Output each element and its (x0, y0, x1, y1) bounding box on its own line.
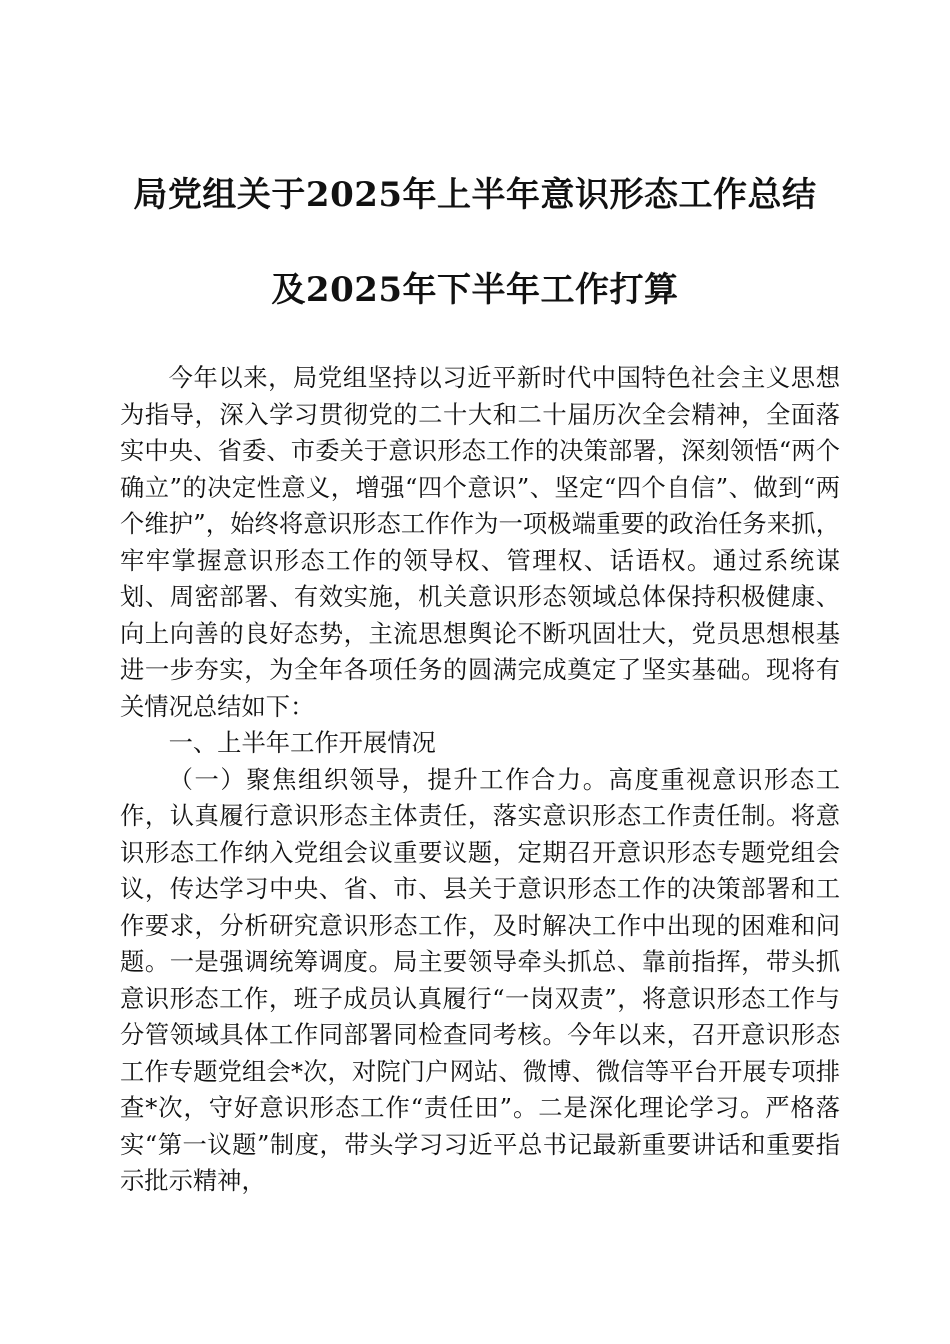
intro-paragraph: 今年以来，局党组坚持以习近平新时代中国特色社会主义思想为指导，深入学习贯彻党的二十大和二十届历次全会精神，全面落实中央、省委、市委关于意识形态工作的决策部署，深刻领悟“两个确立”的决定性意义，增强“四个意识”、坚定“四个自信”、做到“两个维护”，始终将意识形态工作作为一项极端重要的政治任务来抓，牢牢掌握意识形态工作的领导权、管理权、话语权。通过系统谋划、周密部署、有效实施，机关意识形态领域总体保持积极健康、向上向善的良好态势，主流思想舆论不断巩固壮大，党员思想根基进一步夯实，为全年各项任务的圆满完成奠定了坚实基础。现将有关情况总结如下： (120, 363, 840, 721)
document-title-line-2: 及2025年下半年工作打算 (271, 270, 679, 310)
document-title-line-1: 局党组关于2025年上半年意识形态工作总结 (133, 175, 817, 215)
section-heading: 一、上半年工作开展情况 (168, 728, 436, 757)
document-body (120, 360, 840, 1200)
subsection-paragraph: （一）聚焦组织领导，提升工作合力。高度重视意识形态工作，认真履行意识形态主体责任，落实意识形态工作责任制。将意识形态工作纳入党组会议重要议题，定期召开意识形态专题党组会议，传达学习中央、省、市、县关于意识形态工作的决策部署和工作要求，分析研究意识形态工作，及时解决工作中出现的困难和问题。一是强调统筹调度。局主要领导牵头抓总、靠前指挥，带头抓意识形态工作，班子成员认真履行“一岗双责”，将意识形态工作与分管领域具体工作同部署同检查同考核。今年以来，召开意识形态工作专题党组会*次，对院门户网站、微博、微信等平台开展专项排查*次，守好意识形态工作“责任田”。二是深化理论学习。严格落实“第一议题”制度，带头学习习近平总书记最新重要讲话和重要指示批示精神， (120, 764, 840, 1195)
